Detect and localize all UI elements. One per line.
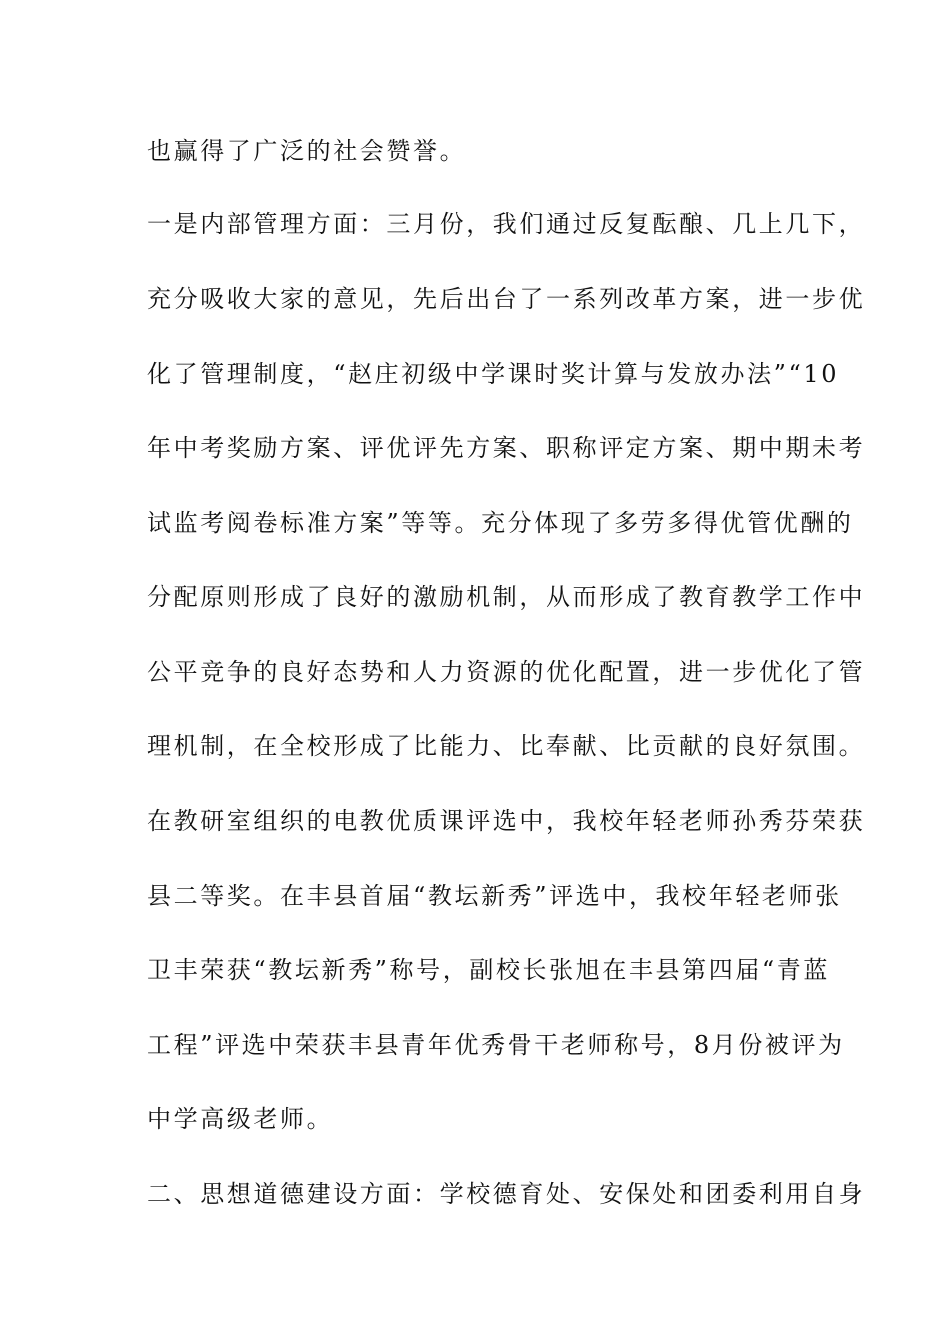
text-line-2: 一是内部管理方面：三月份，我们通过反复酝酿、几上几下， [147,210,866,238]
text-line-5: 年中考奖励方案、评优评先方案、职称评定方案、期中期未考 [147,434,866,462]
text-line-3: 充分吸收大家的意见，先后出台了一系列改革方案，进一步优 [147,285,866,313]
text-line-12: 卫丰荣获“教坛新秀”称号，副校长张旭在丰县第四届“青蓝 [147,956,831,984]
text-line-15: 二、思想道德建设方面：学校德育处、安保处和团委利用自身 [147,1180,866,1208]
text-line-13: 工程”评选中荣获丰县青年优秀骨干老师称号，8月份被评为 [147,1031,845,1059]
text-line-6: 试监考阅卷标准方案”等等。充分体现了多劳多得优管优酬的 [147,509,854,537]
text-line-10: 在教研室组织的电教优质课评选中，我校年轻老师孙秀芬荣获 [147,807,866,835]
text-line-11: 县二等奖。在丰县首届“教坛新秀”评选中，我校年轻老师张 [147,882,842,910]
text-line-8: 公平竞争的良好态势和人力资源的优化配置，进一步优化了管 [147,658,866,686]
text-line-14: 中学高级老师。 [147,1105,334,1133]
text-line-7: 分配原则形成了良好的激励机制，从而形成了教育教学工作中 [147,583,866,611]
text-line-9: 理机制，在全校形成了比能力、比奉献、比贡献的良好氛围。 [147,732,866,760]
text-line-1: 也赢得了广泛的社会赞誉。 [147,137,467,165]
text-line-4: 化了管理制度，“赵庄初级中学课时奖计算与发放办法”“10 [147,360,840,388]
